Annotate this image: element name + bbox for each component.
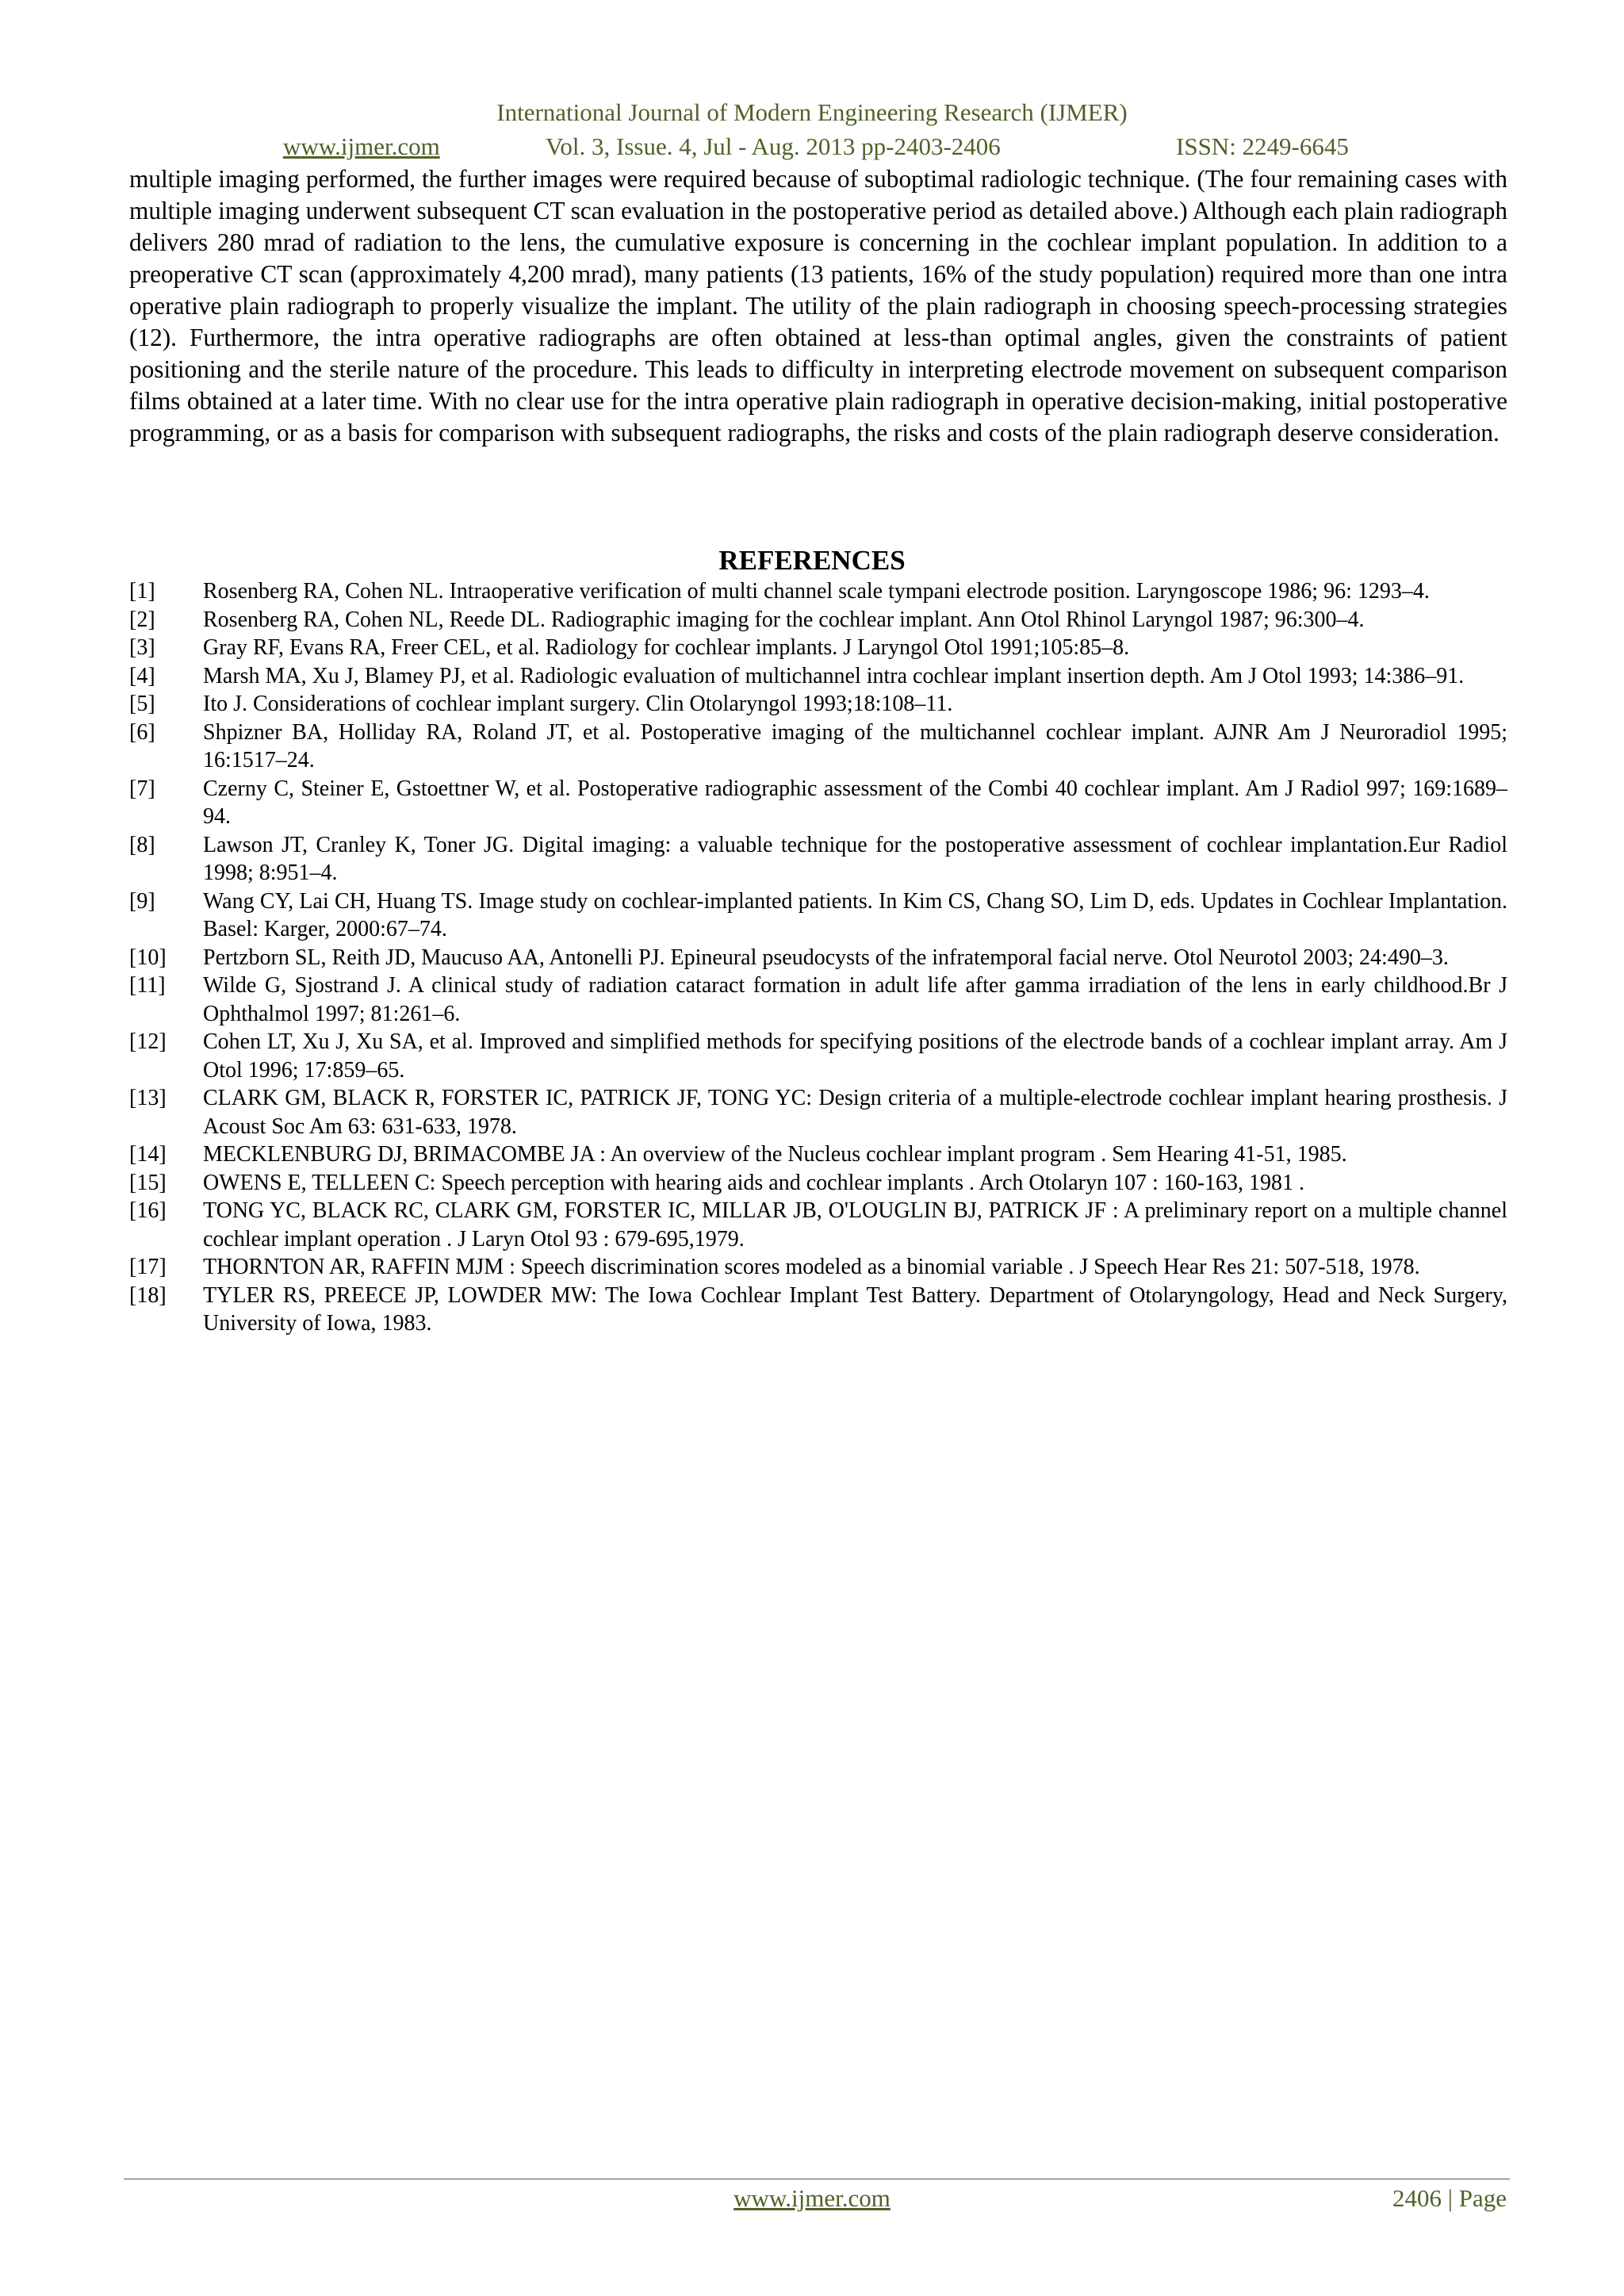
reference-list [129,577,1507,1338]
reference-number: [10] [129,945,167,970]
journal-meta-line [0,131,1624,163]
reference-item [129,944,1507,972]
reference-item [129,1169,1507,1198]
reference-item [129,1084,1507,1140]
reference-text: Lawson JT, Cranley K, Toner JG. Digital imaging: a valuable technique for the postoperative assessment of cochlear implantation.Eur Radiol 1998; 8:951–4. [203,832,1507,885]
reference-item [129,1197,1507,1253]
reference-number: [5] [129,692,155,716]
reference-text: Czerny C, Steiner E, Gstoettner W, et al. Postoperative radiographic assessment of the Combi 40 cochlear implant. Am J Radiol 997; 169:1689–94. [203,776,1507,829]
reference-text: Wilde G, Sjostrand J. A clinical study of radiation cataract formation in adult life after gamma irradiation of the lens in early childhood.Br J Ophthalmol 1997; 81:261–6. [203,973,1507,1026]
volume-info: Vol. 3, Issue. 4, Jul - Aug. 2013 pp-2403-2406 [546,132,1001,160]
reference-number: [13] [129,1086,167,1110]
reference-text: Gray RF, Evans RA, Freer CEL, et al. Radiology for cochlear implants. J Laryngol Otol 1991;105:85–8. [203,635,1130,660]
reference-number: [17] [129,1255,167,1279]
reference-number: [18] [129,1282,167,1308]
reference-item [129,1282,1507,1338]
reference-text: THORNTON AR, RAFFIN MJM : Speech discrimination scores modeled as a binomial variable . J Speech Hear Res 21: 507-518, 1978. [203,1255,1420,1279]
reference-number: [3] [129,635,155,660]
reference-item [129,775,1507,831]
reference-item [129,831,1507,887]
reference-number: [6] [129,719,155,745]
header-journal-link[interactable]: www.ijmer.com [283,132,440,160]
reference-text: MECKLENBURG DJ, BRIMACOMBE JA : An overview of the Nucleus cochlear implant program . Sem Hearing 41-51, 1985. [203,1142,1347,1167]
reference-number: [1] [129,579,155,604]
reference-text: Pertzborn SL, Reith JD, Maucuso AA, Antonelli PJ. Epineural pseudocysts of the infratemporal facial nerve. Otol Neurotol 2003; 24:490–3. [203,945,1449,970]
reference-item [129,1253,1507,1282]
body-paragraph: multiple imaging performed, the further images were required because of suboptimal radiologic technique. (The four remaining cases with multiple imaging underwent subsequent CT scan evaluation in the postoperative period as detailed above.) Although each plain radiograph delivers 280 mrad of radiation to the lens, the cumulative exposure is concerning in the cochlear implant population. In addition to a preoperative CT scan (approximately 4,200 mrad), many patients (13 patients, 16% of the study population) required more than one intra operative plain radiograph to properly visualize the implant. The utility of the plain radiograph in choosing speech-processing strategies (12). Furthermore, the intra operative radiographs are often obtained at less-than optimal angles, given the constraints of patient positioning and the sterile nature of the procedure. This leads to difficulty in interpreting electrode movement on subsequent comparison films obtained at a later time. With no clear use for the intra operative plain radiograph in operative decision-making, initial postoperative programming, or as a basis for comparison with subsequent radiographs, the risks and costs of the plain radiograph deserve consideration. [129,165,1507,447]
footer-journal-link[interactable]: www.ijmer.com [733,2184,891,2212]
reference-number: [8] [129,832,155,857]
issn: ISSN: 2249-6645 [1176,132,1349,160]
reference-text: Ito J. Considerations of cochlear implant surgery. Clin Otolaryngol 1993;18:108–11. [203,692,953,716]
reference-number: [7] [129,776,155,801]
reference-item [129,887,1507,944]
journal-title: International Journal of Modern Engineering Research (IJMER) [496,98,1128,126]
reference-number: [15] [129,1170,167,1195]
page-number: 2406 | Page [1392,2184,1507,2212]
reference-text: Cohen LT, Xu J, Xu SA, et al. Improved and simplified methods for specifying positions of the electrode bands of a cochlear implant array. Am J Otol 1996; 17:859–65. [203,1029,1507,1083]
reference-number: [9] [129,888,155,914]
reference-text: Shpizner BA, Holliday RA, Roland JT, et al. Postoperative imaging of the multichannel cochlear implant. AJNR Am J Neuroradiol 1995; 16:1517–24. [203,719,1507,772]
reference-item [129,634,1507,662]
reference-number: [11] [129,973,166,998]
reference-number: [16] [129,1198,167,1223]
reference-item [129,577,1507,606]
reference-item [129,1028,1507,1084]
references-heading: REFERENCES [718,545,906,576]
reference-text: CLARK GM, BLACK R, FORSTER IC, PATRICK JF, TONG YC: Design criteria of a multiple-electrode cochlear implant hearing prosthesis. J Acoust Soc Am 63: 631-633, 1978. [203,1086,1507,1139]
reference-number: [2] [129,607,155,632]
reference-text: OWENS E, TELLEEN C: Speech perception with hearing aids and cochlear implants . Arch Otolaryn 107 : 160-163, 1981 . [203,1170,1305,1195]
reference-text: Rosenberg RA, Cohen NL. Intraoperative verification of multi channel scale tympani electrode position. Laryngoscope 1986; 96: 1293–4. [203,579,1430,604]
reference-text: Marsh MA, Xu J, Blamey PJ, et al. Radiologic evaluation of multichannel intra cochlear implant insertion depth. Am J Otol 1993; 14:386–91. [203,663,1465,688]
reference-number: [12] [129,1029,167,1054]
reference-number: [14] [129,1142,167,1167]
reference-text: TYLER RS, PREECE JP, LOWDER MW: The Iowa Cochlear Implant Test Battery. Department of Otolaryngology, Head and Neck Surgery, University of Iowa, 1983. [203,1282,1507,1336]
reference-text: TONG YC, BLACK RC, CLARK GM, FORSTER IC, MILLAR JB, O'LOUGLIN BJ, PATRICK JF : A preliminary report on a multiple channel cochlear implant operation . J Laryn Otol 93 : 679-695,1979. [203,1198,1507,1251]
reference-text: Rosenberg RA, Cohen NL, Reede DL. Radiographic imaging for the cochlear implant. Ann Otol Rhinol Laryngol 1987; 96:300–4. [203,607,1365,632]
reference-text: Wang CY, Lai CH, Huang TS. Image study on cochlear-implanted patients. In Kim CS, Chang SO, Lim D, eds. Updates in Cochlear Implantation. Basel: Karger, 2000:67–74. [203,888,1507,941]
reference-number: [4] [129,663,155,688]
reference-item [129,662,1507,691]
reference-item [129,606,1507,634]
reference-item [129,690,1507,719]
reference-item [129,719,1507,775]
reference-item [129,972,1507,1028]
reference-item [129,1140,1507,1169]
